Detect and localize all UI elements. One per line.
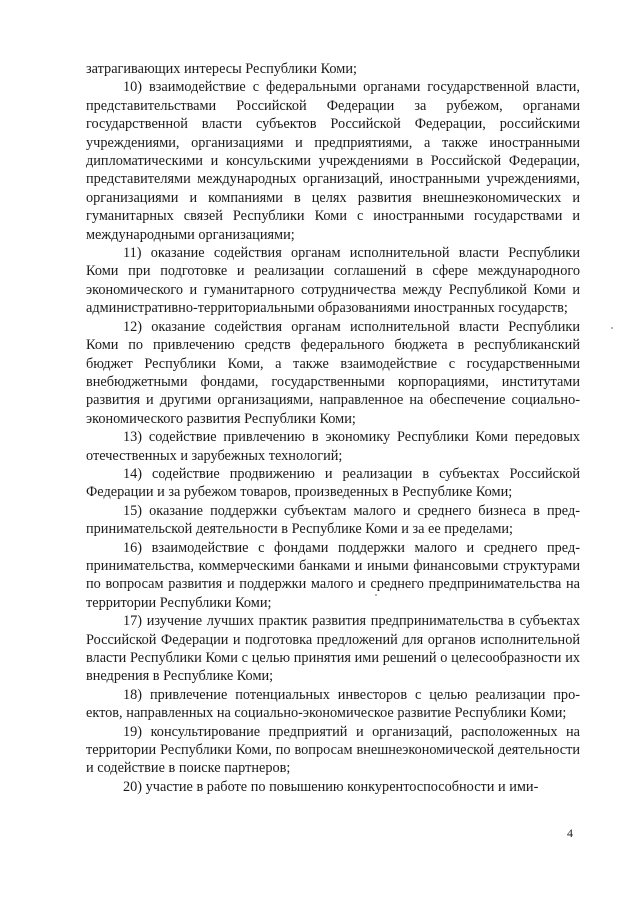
document-body <box>86 60 580 796</box>
paragraph-item-16: 16) взаимодействие с фондами поддержки малого и среднего предпринимательства, коммерческими банками и иными финансовыми структурами по вопросам развития и поддержки малого и среднего предпринимательства на территории Республики Коми; <box>86 539 580 611</box>
page-number: 4 <box>567 826 573 840</box>
paragraph-continuation: затрагивающих интересы Республики Коми; <box>86 61 357 77</box>
paragraph-item-10: 10) взаимодействие с федеральными органами государственной власти, представительствами Российской Федерации за рубежом, органами государственной власти субъектов Российской Федерации, российскими учреждениями, организациями и предприятиями, а также иностранными дипломатическими и консульскими учреждениями в Российской Федерации, представителями международных организаций, иностранными учреждениями, организациями и компаниями в целях развития внешнеэкономических и гуманитарных связей Республики Коми с иностранными государствами и международными организациями; <box>86 79 580 243</box>
paragraph-item-13: 13) содействие привлечению в экономику Республики Коми передовых отечественных и зарубежных технологий; <box>86 429 580 464</box>
paragraph-item-20: 20) участие в работе по повышению конкурентоспособности и ими- <box>123 778 539 795</box>
paragraph-item-14: 14) содействие продвижению и реализации в субъектах Российской Федерации и за рубежом товаров, произведенных в Республике Коми; <box>86 465 580 501</box>
paragraph-item-15: 15) оказание поддержки субъектам малого и среднего бизнеса в предпринимательской деятельности в Республике Коми и за ее пределами; <box>86 502 580 538</box>
paragraph-item-19: 19) консультирование предприятий и организаций, расположенных на территории Республики Коми, по вопросам внешнеэкономической деятельности и содействие в поиске партнеров; <box>86 723 580 777</box>
scan-speck <box>611 327 613 329</box>
paragraph-item-11: 11) оказание содействия органам исполнительной власти Республики Коми при подготовке и реализации соглашений в сфере международного экономического и гуманитарного сотрудничества между Республикой Коми и административно-территориальными образованиями иностранных государств; <box>86 245 580 317</box>
scan-speck <box>375 594 377 596</box>
paragraph-item-18: 18) привлечение потенциальных инвесторов с целью реализации проектов, направленных на социально-экономическое развитие Республики Коми; <box>86 686 580 722</box>
paragraph-item-17: 17) изучение лучших практик развития предпринимательства в субъектах Российской Федерации и подготовка предложений для органов исполнительной власти Республики Коми с целью принятия ими решений о целесообразности их внедрения в Республике Коми; <box>86 613 580 685</box>
paragraph-item-12: 12) оказание содействия органам исполнительной власти Республики Коми по привлечению средств федерального бюджета в республиканский бюджет Республики Коми, а также взаимодействие с государственными внебюджетными фондами, государственными корпорациями, институтами развития и другими организациями, направленное на обеспечение социально-экономического развития Республики Коми; <box>86 318 580 427</box>
